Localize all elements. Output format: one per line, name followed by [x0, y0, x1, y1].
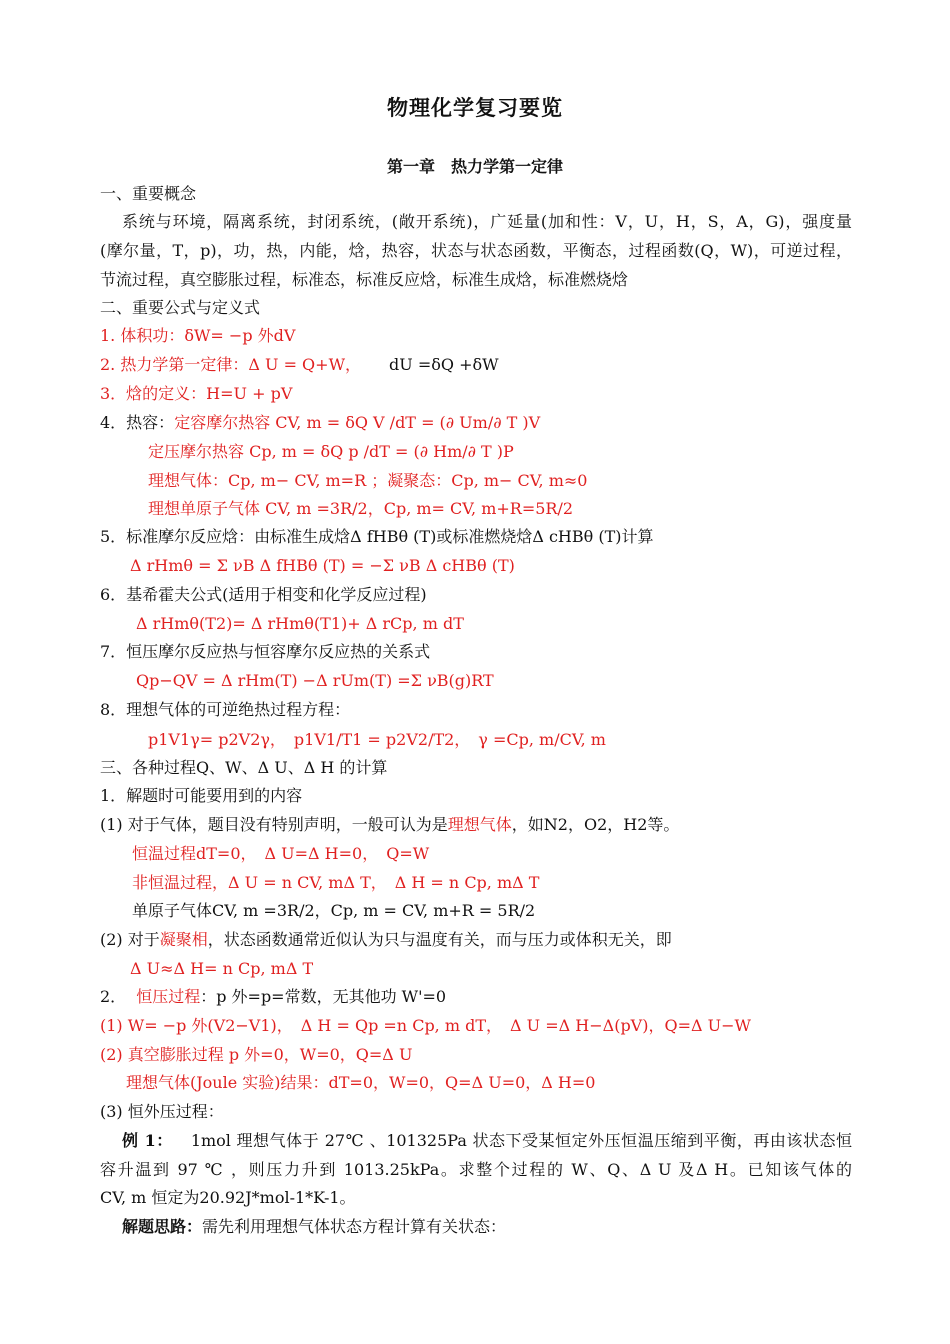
formula-line: Δ U≈Δ H= n Cp, mΔ T	[130, 959, 314, 978]
section-heading: 二、重要公式与定义式	[100, 298, 261, 317]
text-line	[100, 815, 679, 835]
highlight-term: 理想气体	[447, 815, 512, 834]
highlight-term: 凝聚相	[159, 930, 208, 949]
text-line: (3) 恒外压过程：	[100, 1102, 224, 1121]
formula-line	[100, 1016, 751, 1036]
formula-line: 恒温过程dT=0， Δ U=Δ H=0， Q=W	[132, 844, 430, 863]
text-line	[100, 930, 672, 950]
text-segment: ，状态函数通常近似认为只与温度有关，而与压力或体积无关，即	[207, 930, 672, 949]
text-segment: (1) 对于气体，题目没有特别声明，一般可认为是	[100, 815, 448, 834]
formula-line: 单原子气体CV, m =3R/2，Cp, m = CV, m+R = 5R/2	[132, 901, 536, 920]
formula-text: 定容摩尔热容 CV, m = δQ V /dT = (∂ Um/∂ T )V	[174, 413, 541, 432]
document-title: 物理化学复习要览	[387, 95, 563, 120]
formula-line: p1V1γ= p2V2γ， p1V1/T1 = p2V2/T2， γ =Cp, m/CV, m	[148, 730, 606, 749]
formula-line: 3．焓的定义：H=U + pV	[100, 384, 293, 403]
example-line: CV, m 恒定为20.92J*mol-1*K-1。	[100, 1188, 356, 1207]
formula-text: dU =δQ +δW	[389, 355, 499, 374]
text-line	[100, 987, 446, 1007]
text-segment: 2．	[100, 987, 127, 1006]
text-line: 5．标准摩尔反应焓：由标准生成焓Δ fHBθ (T)或标准燃烧焓Δ cHBθ (T)计算	[100, 527, 654, 546]
solution-text: 需先利用理想气体状态方程计算有关状态：	[202, 1217, 507, 1236]
example-line	[122, 1131, 852, 1151]
text-line: 系统与环境，隔离系统，封闭系统，(敞开系统)，广延量(加和性：V，U，H，S，A，G)，强度量	[122, 212, 852, 231]
formula-label: 4．热容：	[100, 413, 175, 432]
text-line: (摩尔量，T，p)，功，热，内能，焓，热容，状态与状态函数，平衡态，过程函数(Q，W)，可逆过程，	[100, 241, 852, 260]
formula-line	[100, 355, 499, 375]
formula-line: Δ rHmθ = Σ νB Δ fHBθ (T) = −Σ νB Δ cHBθ (T)	[130, 556, 515, 575]
text-line: 节流过程，真空膨胀过程，标准态，标准反应焓，标准生成焓，标准燃烧焓	[100, 270, 629, 289]
chapter-heading: 第一章 热力学第一定律	[386, 157, 563, 176]
text-line: 8．理想气体的可逆绝热过程方程：	[100, 700, 351, 719]
formula-line: 非恒温过程，Δ U = n CV, mΔ T， Δ H = n Cp, mΔ T	[132, 873, 540, 892]
formula-line: (2) 真空膨胀过程 p 外=0，W=0，Q=Δ U	[100, 1045, 413, 1064]
example-text: 1mol 理想气体于 27℃ 、101325Pa 状态下受某恒定外压恒温压缩到平衡，再由该状态恒	[190, 1131, 852, 1150]
text-line: 7．恒压摩尔反应热与恒容摩尔反应热的关系式	[100, 642, 431, 661]
formula-text: 2. 热力学第一定律：Δ U = Q+W，	[100, 355, 362, 374]
formula-line: 理想气体(Joule 实验)结果：dT=0，W=0，Q=Δ U=0，Δ H=0	[126, 1073, 596, 1092]
text-line: 6．基希霍夫公式(适用于相变和化学反应过程)	[100, 585, 427, 604]
highlight-term: 恒压过程	[136, 987, 201, 1006]
text-segment: ：p 外=p=常数，无其他功 W'=0	[200, 987, 447, 1006]
formula-line: Δ rHmθ(T2)= Δ rHmθ(T1)+ Δ rCp, m dT	[136, 614, 464, 633]
formula-line	[100, 413, 540, 433]
formula-text: (1) W= −p 外(V2−V1)， Δ H = Qp =n Cp, m dT， Δ U =Δ H−Δ(pV)，Q=Δ U−W	[100, 1016, 751, 1035]
section-heading: 三、各种过程Q、W、Δ U、Δ H 的计算	[100, 758, 388, 777]
formula-line: 理想气体：Cp, m− CV, m=R ；凝聚态：Cp, m− CV, m≈0	[148, 471, 588, 490]
solution-line	[122, 1217, 506, 1237]
text-segment: (2) 对于	[100, 930, 160, 949]
text-line: 1．解题时可能要用到的内容	[100, 786, 303, 805]
example-label: 例 1：	[122, 1131, 173, 1150]
example-line: 容升温到 97 ℃ ，则压力升到 1013.25kPa。求整个过程的 W、Q、Δ U 及Δ H。已知该气体的	[100, 1160, 852, 1179]
formula-line: 理想单原子气体 CV, m =3R/2，Cp, m= CV, m+R=5R/2	[148, 499, 574, 518]
formula-line: 定压摩尔热容 Cp, m = δQ p /dT = (∂ Hm/∂ T )P	[148, 442, 514, 461]
solution-label: 解题思路：	[122, 1217, 203, 1236]
formula-line: Qp−QV = Δ rHm(T) −Δ rUm(T) =Σ νB(g)RT	[136, 671, 494, 690]
section-heading: 一、重要概念	[100, 184, 197, 203]
text-segment: ，如N2，O2，H2等。	[511, 815, 680, 834]
formula-line: 1. 体积功：δW= −p 外dV	[100, 326, 296, 345]
